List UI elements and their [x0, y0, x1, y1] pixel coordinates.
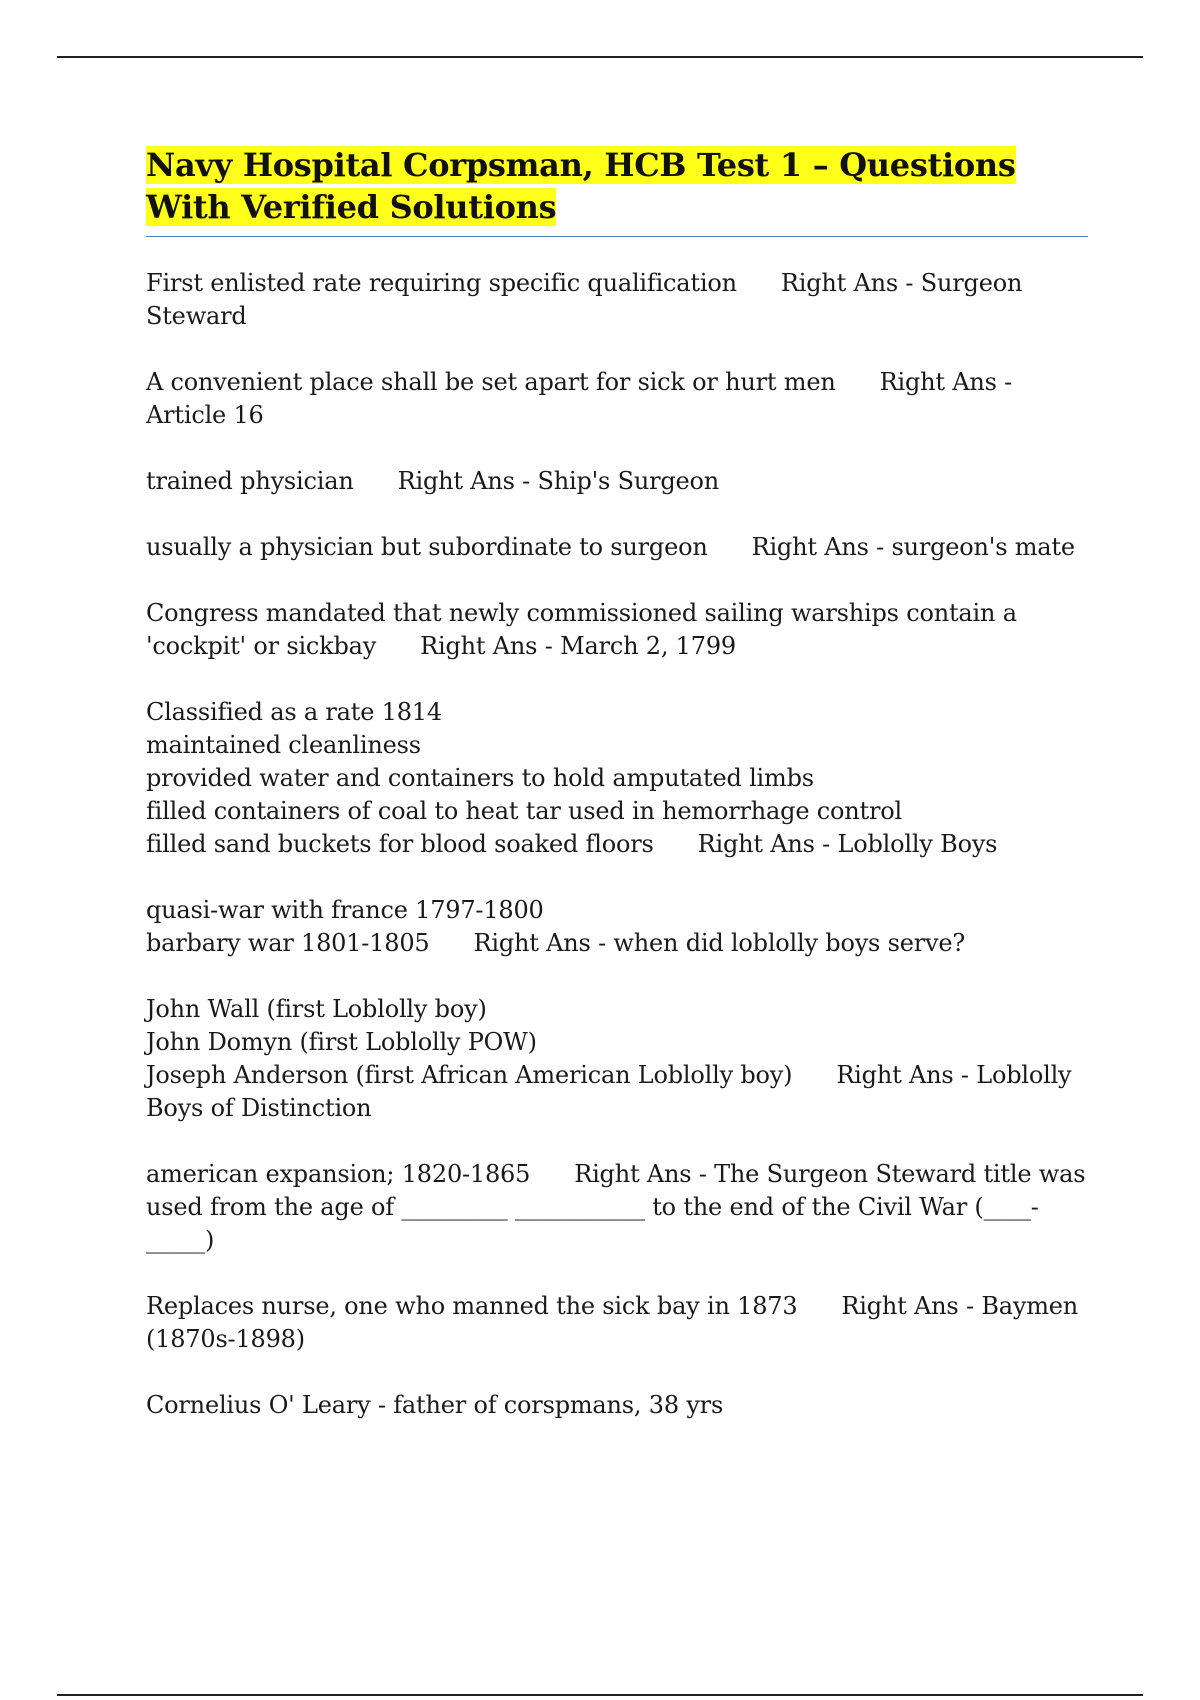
- answer-text: Right Ans - March 2, 1799: [420, 632, 736, 660]
- qa-item: [146, 531, 1088, 564]
- answer-text: Right Ans - Baymen (1870s-1898): [146, 1292, 1079, 1353]
- answer-text: Right Ans - Surgeon Steward: [146, 269, 1023, 330]
- question-line: usually a physician but subordinate to surgeon: [146, 533, 708, 561]
- answer-text: Right Ans - Loblolly Boys of Distinction: [146, 1061, 1072, 1122]
- question-line: Replaces nurse, one who manned the sick bay in 1873: [146, 1292, 798, 1320]
- question-line: american expansion; 1820-1865: [146, 1160, 531, 1188]
- question-line: First enlisted rate requiring specific qualification: [146, 269, 737, 297]
- document-body: [146, 144, 1088, 1455]
- question-line: John Wall (first Loblolly boy): [146, 995, 487, 1023]
- document-title: [146, 144, 1088, 228]
- header-rule: [57, 56, 1143, 58]
- question-line: maintained cleanliness: [146, 731, 421, 759]
- document-title-text: Navy Hospital Corpsman, HCB Test 1 – Questions With Verified Solutions: [146, 146, 1016, 226]
- qa-item: [146, 894, 1088, 960]
- qa-item: [146, 1158, 1088, 1257]
- question-line: Joseph Anderson (first African American Loblolly boy): [146, 1061, 793, 1089]
- answer-text: Right Ans - Loblolly Boys: [697, 830, 998, 858]
- question-line: provided water and containers to hold amputated limbs: [146, 764, 814, 792]
- qa-item: [146, 366, 1088, 432]
- answer-text: Right Ans - The Surgeon Steward title was used from the age of _________ ___________ to the end of the Civil War (____-_____): [146, 1160, 1086, 1254]
- qa-list: [146, 267, 1088, 1422]
- question-line: Classified as a rate 1814: [146, 698, 442, 726]
- question-line: barbary war 1801-1805: [146, 929, 430, 957]
- question-line: John Domyn (first Loblolly POW): [146, 1028, 537, 1056]
- question-line: quasi-war with france 1797-1800: [146, 896, 544, 924]
- question-line: Cornelius O' Leary - father of corspmans, 38 yrs: [146, 1391, 724, 1419]
- question-line: Congress mandated that newly commissioned sailing warships contain a 'cockpit' or sickbay: [146, 599, 1017, 660]
- question-line: filled containers of coal to heat tar used in hemorrhage control: [146, 797, 902, 825]
- qa-item: [146, 696, 1088, 861]
- answer-text: Right Ans - Article 16: [146, 368, 1013, 429]
- qa-item: [146, 993, 1088, 1125]
- qa-item: [146, 267, 1088, 333]
- question-line: trained physician: [146, 467, 354, 495]
- qa-item: [146, 1290, 1088, 1356]
- qa-item: [146, 597, 1088, 663]
- footer-rule: [57, 1694, 1143, 1696]
- question-line: filled sand buckets for blood soaked floors: [146, 830, 654, 858]
- title-underline: [146, 236, 1088, 237]
- question-line: A convenient place shall be set apart for sick or hurt men: [146, 368, 836, 396]
- answer-text: Right Ans - when did loblolly boys serve?: [473, 929, 966, 957]
- qa-item: [146, 1389, 1088, 1422]
- qa-item: [146, 465, 1088, 498]
- answer-text: Right Ans - Ship's Surgeon: [397, 467, 720, 495]
- answer-text: Right Ans - surgeon's mate: [751, 533, 1075, 561]
